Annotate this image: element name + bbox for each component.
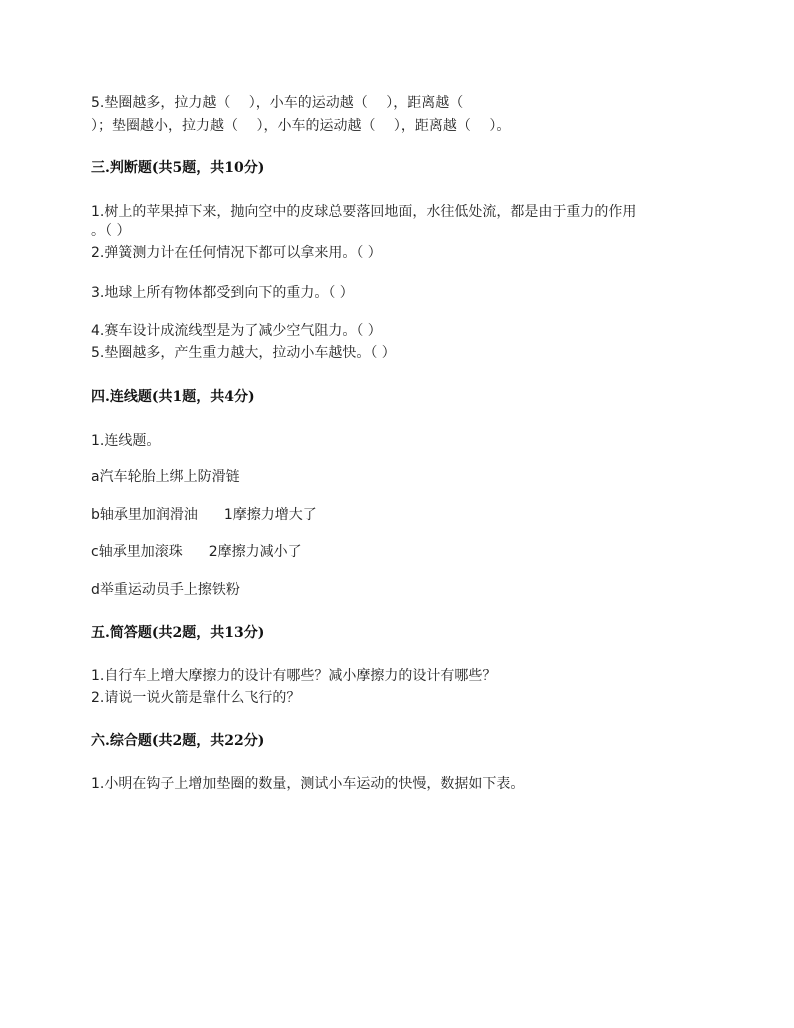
section-3-heading: 三.判断题(共5题，共10分) [91, 160, 265, 176]
section-4-heading: 四.连线题(共1题，共4分) [91, 389, 255, 405]
judge-question-1: 1.树上的苹果掉下来，抛向空中的皮球总要落回地面，水往低处流，都是由于重力的作用 [91, 204, 637, 220]
section-5-heading: 五.简答题(共2题，共13分) [91, 625, 265, 641]
comprehensive-question-1: 1.小明在钩子上增加垫圈的数量，测试小车运动的快慢，数据如下表。 [91, 776, 525, 792]
matching-row-c [91, 543, 302, 561]
judge-question-5: 5.垫圈越多，产生重力越大，拉动小车越快。（ ） [91, 345, 396, 361]
matching-left-item-a: a汽车轮胎上绑上防滑链 [91, 469, 240, 485]
matching-left-item-d: d举重运动员手上擦铁粉 [91, 582, 240, 598]
matching-left-item-c: c轴承里加滚珠 [91, 544, 183, 560]
fill-question-5-line-2: ）；垫圈越小，拉力越（ ），小车的运动越（ ），距离越（ ）。 [91, 118, 511, 134]
matching-right-item-1: 1摩擦力增大了 [223, 507, 317, 523]
short-answer-question-1: 1.自行车上增大摩擦力的设计有哪些？减小摩擦力的设计有哪些？ [91, 668, 497, 684]
judge-question-3: 3.地球上所有物体都受到向下的重力。（ ） [91, 285, 354, 301]
section-6-heading: 六.综合题(共2题，共22分) [91, 733, 265, 749]
short-answer-question-2: 2.请说一说火箭是靠什么飞行的？ [91, 690, 301, 706]
matching-row-b [91, 506, 317, 524]
matching-left-item-b: b轴承里加润滑油 [91, 507, 198, 523]
judge-question-2: 2.弹簧测力计在任何情况下都可以拿来用。（ ） [91, 245, 382, 261]
matching-right-item-2: 2摩擦力减小了 [208, 544, 302, 560]
judge-question-4: 4.赛车设计成流线型是为了减少空气阻力。（ ） [91, 323, 382, 339]
matching-intro: 1.连线题。 [91, 433, 161, 449]
judge-question-1-continued: 。（ ） [91, 223, 131, 239]
fill-question-5-line-1: 5.垫圈越多，拉力越（ ），小车的运动越（ ），距离越（ [91, 95, 464, 111]
